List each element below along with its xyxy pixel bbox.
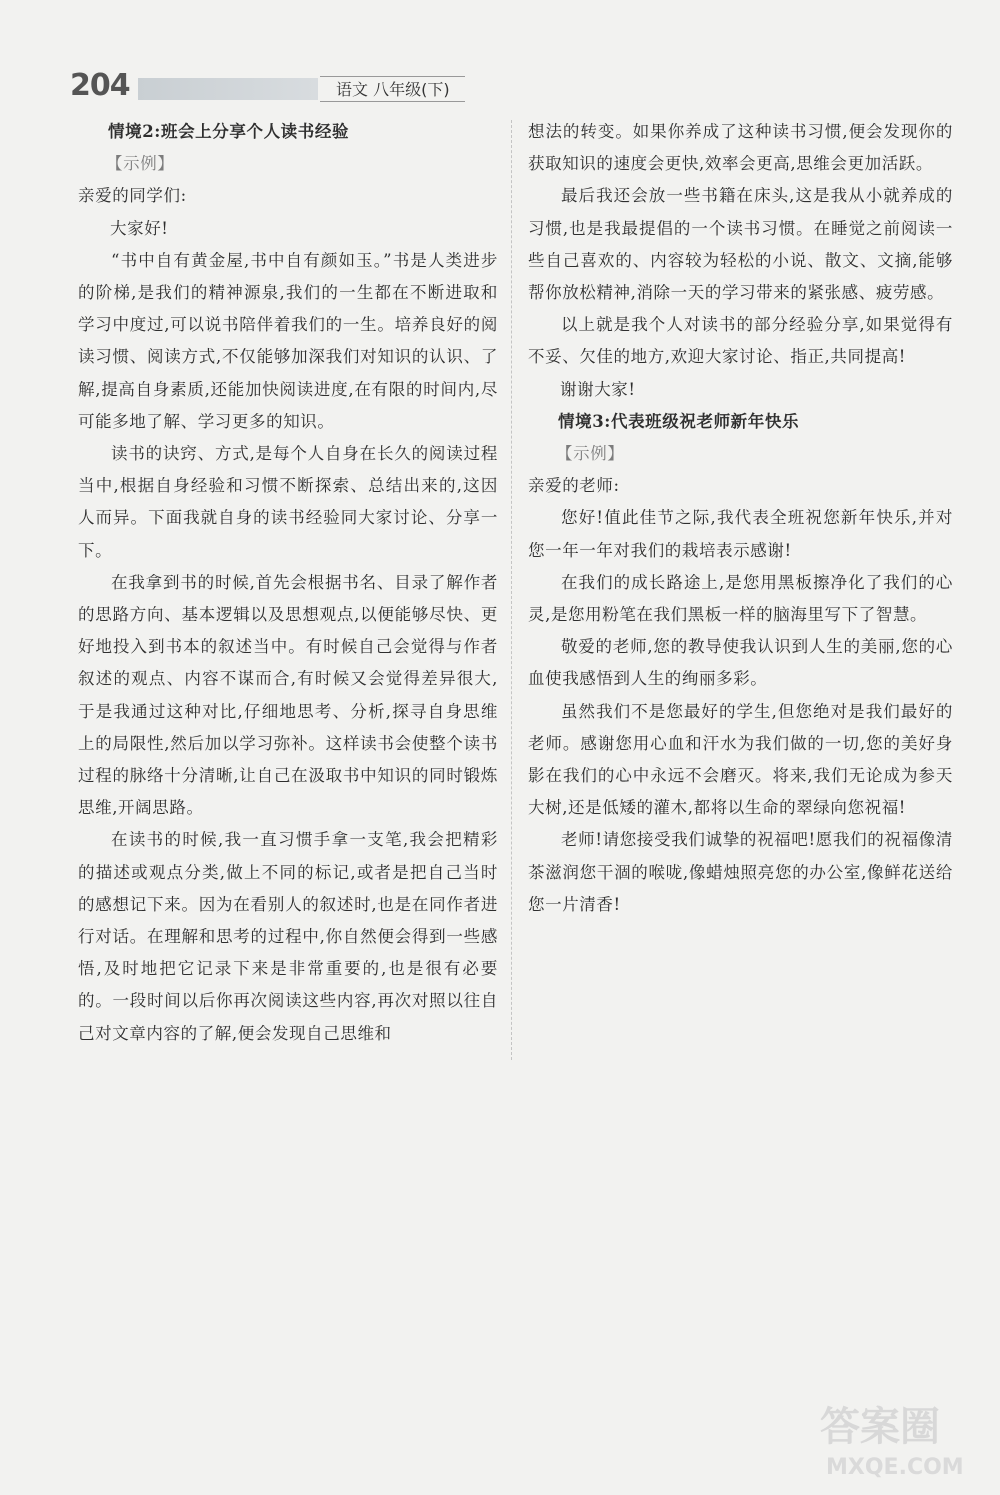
- paragraph: 以上就是我个人对读书的部分经验分享,如果觉得有不妥、欠佳的地方,欢迎大家讨论、指正,共同提高!: [528, 315, 953, 367]
- paragraph: 最后我还会放一些书籍在床头,这是我从小就养成的习惯,也是我最提倡的一个读书习惯。在睡觉之前阅读一些自己喜欢的、内容较为轻松的小说、散文、文摘,能够帮你放松精神,消除一天的学习带来的紧张感、疲劳感。: [528, 186, 953, 303]
- watermark-logo: 答案圈: [820, 1404, 940, 1450]
- right-column: [528, 116, 953, 921]
- page-number: 204: [70, 68, 130, 103]
- paragraph: 敬爱的老师,您的教导使我认识到人生的美丽,您的心血使我感悟到人生的绚丽多彩。: [528, 637, 953, 689]
- paragraph: “书中自有黄金屋,书中自有颜如玉。”书是人类进步的阶梯,是我们的精神源泉,我们的一生都在不断进取和学习中度过,可以说书陪伴着我们的一生。培养良好的阅读习惯、阅读方式,不仅能够加深我们对知识的认识、了解,提高自身素质,还能加快阅读进度,在有限的时间内,尽可能多地了解、学习更多的知识。: [78, 250, 498, 431]
- paragraph: 老师!请您接受我们诚挚的祝福吧!愿我们的祝福像清茶滋润您干涸的喉咙,像蜡烛照亮您的办公室,像鲜花送给您一片清香!: [528, 830, 953, 914]
- header-decoration: [138, 78, 318, 100]
- salutation: 亲爱的老师:: [528, 476, 620, 496]
- subject-label: 语文 八年级(下): [320, 76, 465, 102]
- left-column: [78, 116, 498, 1050]
- paragraph: 在我们的成长路途上,是您用黑板擦净化了我们的心灵,是您用粉笔在我们黑板一样的脑海里写下了智慧。: [528, 572, 953, 625]
- column-divider: [511, 120, 512, 1060]
- page-header: [70, 68, 450, 106]
- paragraph: 您好!值此佳节之际,我代表全班祝您新年快乐,并对您一年一年对我们的栽培表示感谢!: [528, 508, 953, 560]
- example-tag: 【示例】: [106, 154, 175, 174]
- paragraph: 读书的诀窍、方式,是每个人自身在长久的阅读过程当中,根据自身经验和习惯不断探索、总结出来的,这因人而异。下面我就自身的读书经验同大家讨论、分享一下。: [78, 444, 498, 560]
- salutation: 亲爱的同学们:: [78, 186, 187, 206]
- greeting: 大家好!: [110, 218, 169, 238]
- paragraph: 在读书的时候,我一直习惯手拿一支笔,我会把精彩的描述或观点分类,做上不同的标记,或者是把自己当时的感想记下来。因为在看别人的叙述时,也是在同作者进行对话。在理解和思考的过程中,你自然便会得到一些感悟,及时地把它记录下来是非常重要的,也是很有必要的。一段时间以后你再次阅读这些内容,再次对照以往自己对文章内容的了解,便会发现自己思维和: [78, 830, 498, 1043]
- salutation: 想法的转变。如果你养成了这种读书习惯,便会发现你的获取知识的速度会更快,效率会更高,思维会更加活跃。: [528, 122, 953, 174]
- example-tag: 【示例】: [556, 444, 625, 464]
- section-heading: 情境2:班会上分享个人读书经验: [108, 122, 350, 141]
- paragraph: 在我拿到书的时候,首先会根据书名、目录了解作者的思路方向、基本逻辑以及思想观点,以便能够尽快、更好地投入到书本的叙述当中。有时候自己会觉得与作者叙述的观点、内容不谋而合,有时候又会觉得差异很大,于是我通过这种对比,仔细地思考、分析,探寻自身思维上的局限性,然后加以学习弥补。这样读书会使整个读书过程的脉络十分清晰,让自己在汲取书中知识的同时锻炼思维,开阔思路。: [78, 572, 498, 818]
- greeting: 谢谢大家!: [560, 379, 636, 399]
- paragraph: 虽然我们不是您最好的学生,但您绝对是我们最好的老师。感谢您用心血和汗水为我们做的一切,您的美好身影在我们的心中永远不会磨灭。将来,我们无论成为参天大树,还是低矮的灌木,都将以生命的翠绿向您祝福!: [528, 701, 953, 818]
- watermark-url: MXQE.COM: [826, 1455, 964, 1480]
- section-heading: 情境3:代表班级祝老师新年快乐: [558, 411, 800, 431]
